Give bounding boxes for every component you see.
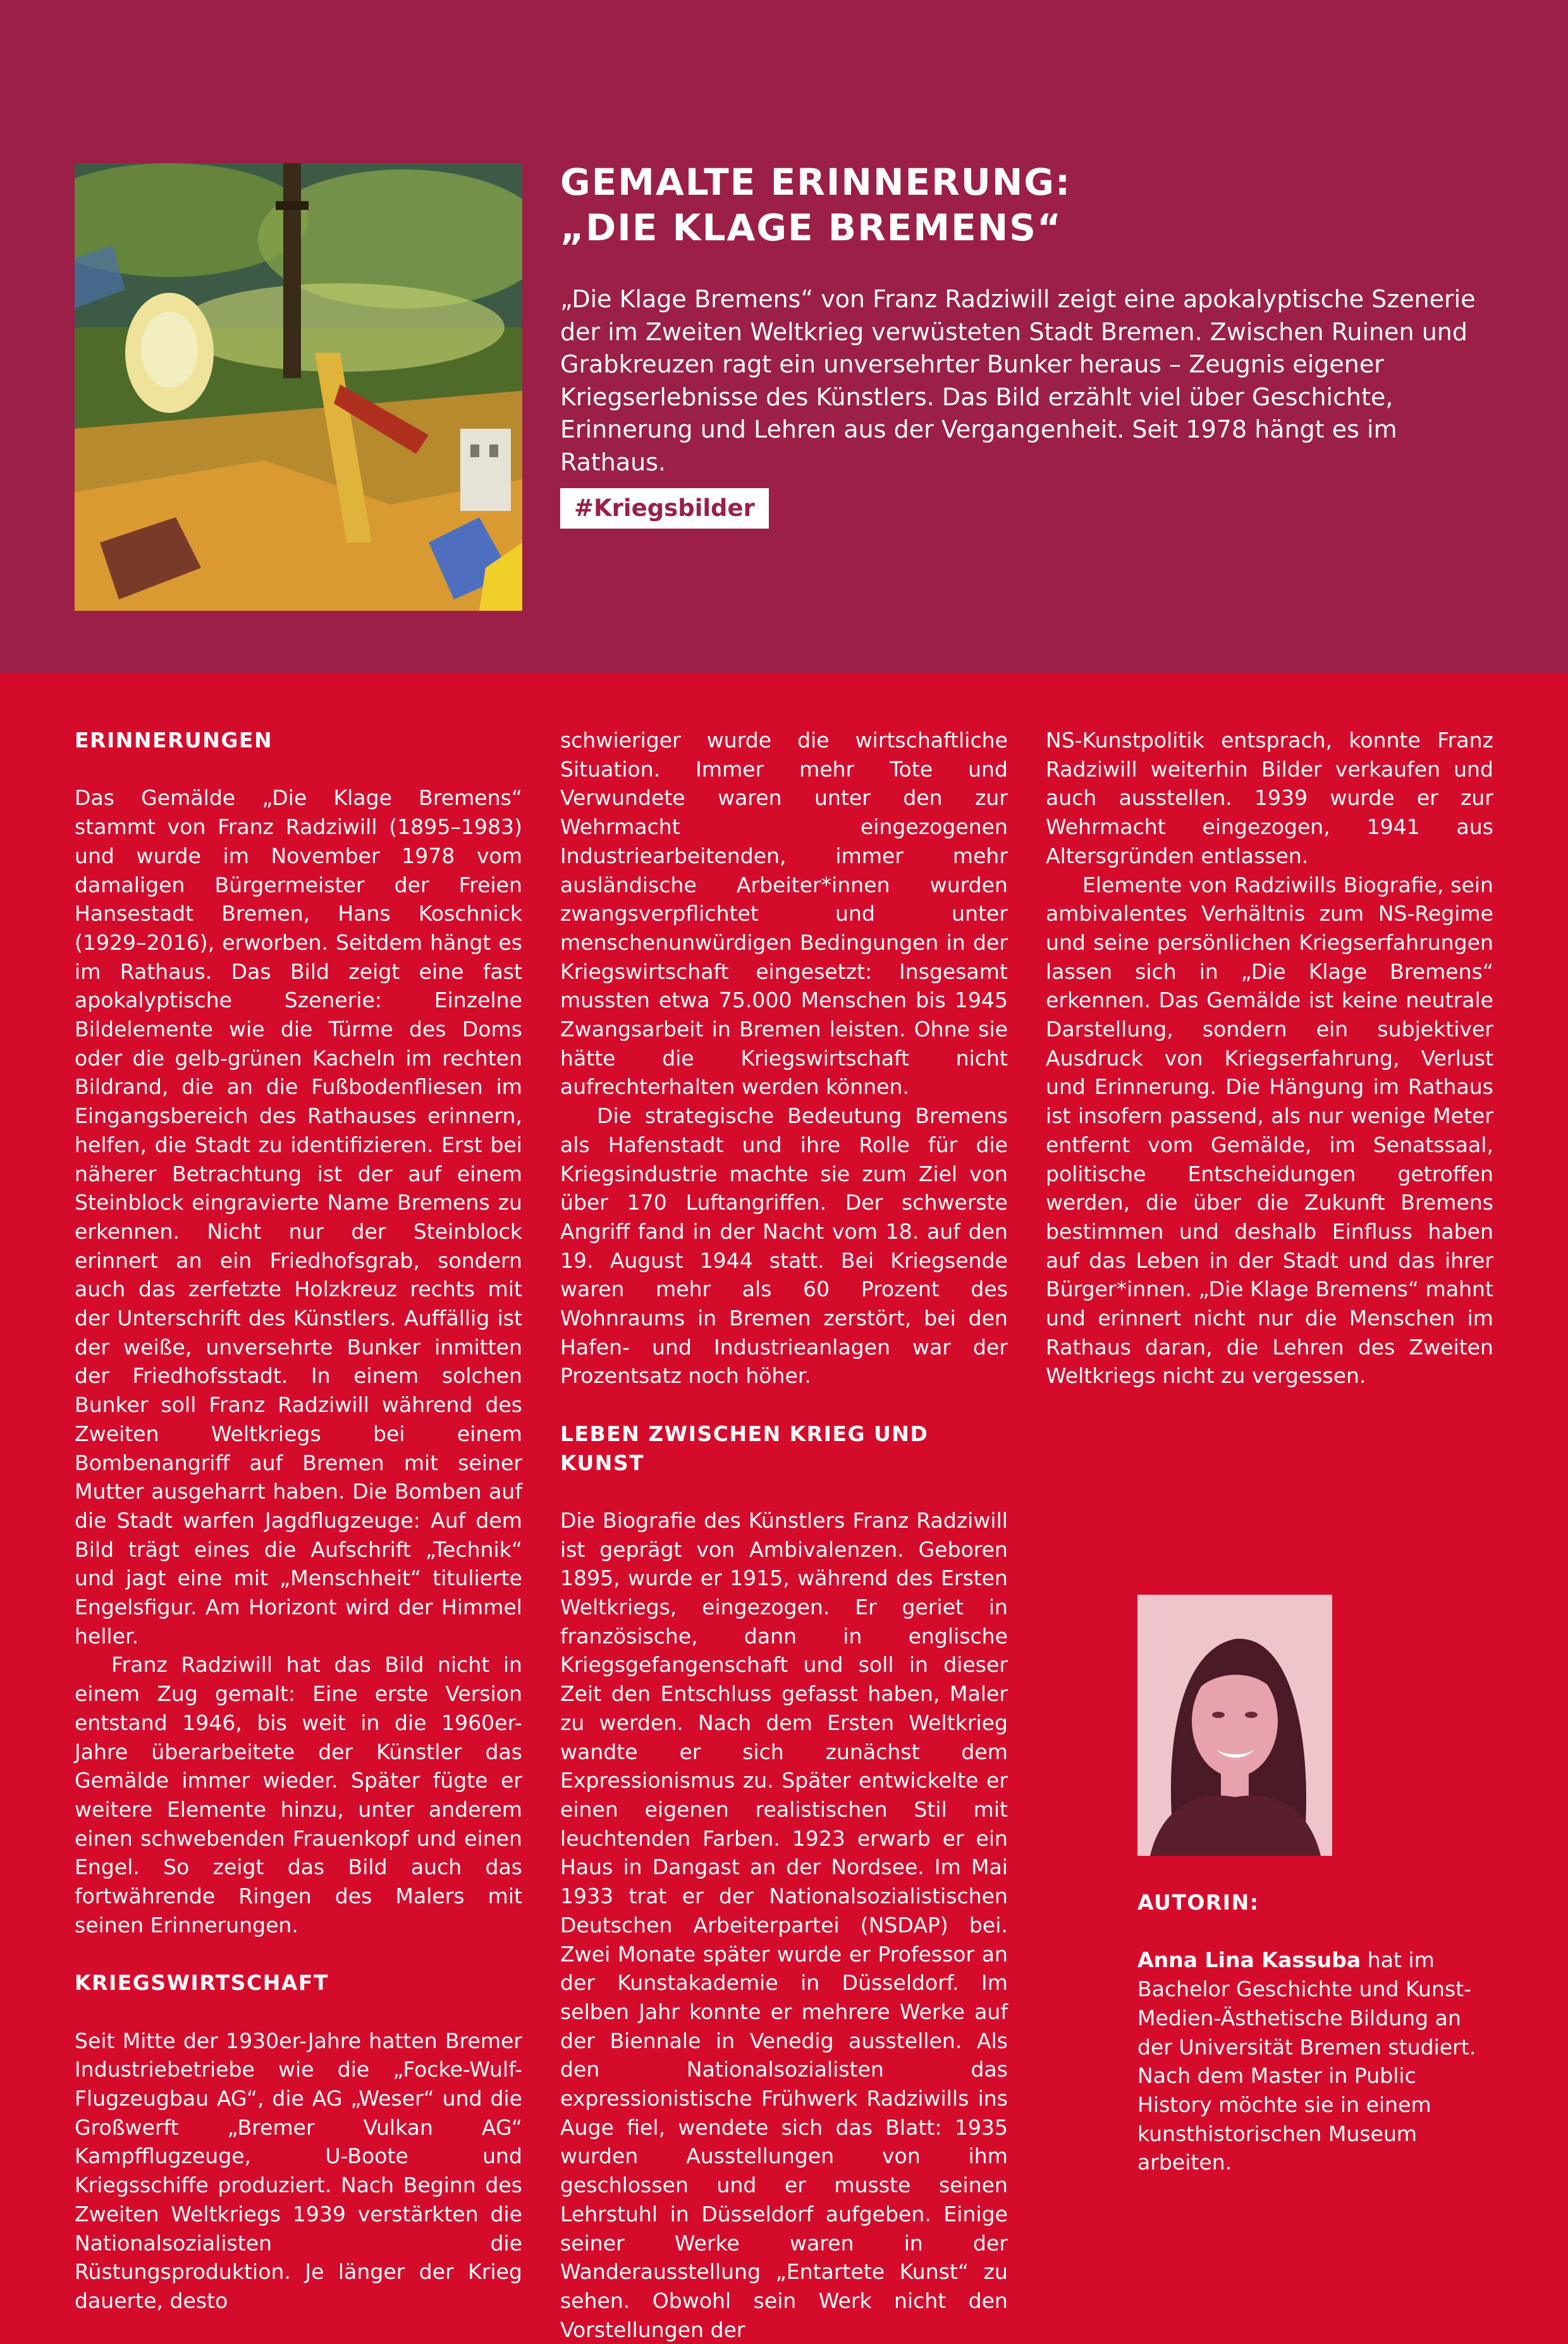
painting-image <box>75 163 522 611</box>
paragraph: Elemente von Radziwills Biografie, sein ambivalentes Verhältnis zum NS-Regime und seine persönlichen Kriegserfahrungen lassen sich in „Die Klage Bremens“ erkennen. Das Gemälde ist keine neutrale Darstellung, sondern ein subjektiver Ausdruck von Kriegserfahrung, Verlust und Erinnerung. Die Hängung im Rathaus ist insofern passend, als nur wenige Meter entfernt vom Gemälde, im Senatssaal, politische Entscheidungen getroffen werden, die über die Zukunft Bremens bestimmen und deshalb Einfluss haben auf das Leben in der Stadt und das ihrer Bürger*innen. „Die Klage Bremens“ mahnt und erinnert nicht nur die Menschen im Rathaus daran, die Lehren des Zweiten Weltkriegs nicht zu vergessen. <box>1046 872 1493 1389</box>
section-heading-kriegswirtschaft: KRIEGSWIRTSCHAFT <box>75 1970 329 1996</box>
paragraph: Die strategische Bedeutung Bremens als Hafenstadt und ihre Rolle für die Kriegsindustrie machte sie zum Ziel von über 170 Luftangriffen. Der schwerste Angriff fand in der Nacht vom 18. auf den 19. August 1944 statt. Bei Kriegsende waren mehr als 60 Prozent des Wohnraums in Bremen zerstört, bei den Hafen- und Industrieanlagen war der Prozentsatz noch höher. <box>560 1103 1008 1389</box>
paragraph: Das Gemälde „Die Klage Bremens“ stammt von Franz Radziwill (1895–1983) und wurde im November 1978 vom damaligen Bürgermeister der Freien Hansestadt Bremen, Hans Koschnick (1929–2016), erworben. Seitdem hängt es im Rathaus. Das Bild zeigt eine fast apokalyptische Szenerie: Einzelne Bildelemente wie die Türme des Doms oder die gelb-grünen Kacheln im rechten Bildrand, die an die Fußbodenfliesen im Eingangsbereich des Rathauses erinnern, helfen, die Stadt zu identifizieren. Erst bei näherer Betrachtung ist der auf einem Steinblock eingravierte Name Bremens zu erkennen. Nicht nur der Steinblock erinnert an ein Friedhofsgrab, sondern auch das zerfetzte Holzkreuz rechts mit der Unterschrift des Künstlers. Auffällig ist der weiße, unversehrte Bunker inmitten der Friedhofsstadt. In einem solchen Bunker soll Franz Radziwill während des Zweiten Weltkriegs bei einem Bombenangriff auf Bremen mit seiner Mutter ausgeharrt haben. Die Bomben auf die Stadt warfen Jagdflugzeuge: Auf dem Bild trägt eines die Aufschrift „Technik“ und jagt eine mit „Menschheit“ titulierte Engelsfigur. Am Horizont wird der Himmel heller. <box>75 785 522 1648</box>
text-column-3 <box>1046 726 1493 1390</box>
paragraph: Franz Radziwill hat das Bild nicht in einem Zug gemalt: Eine erste Version entstand 1946, bis weit in die 1960er-Jahre überarbeitete der Künstler das Gemälde immer wieder. Später fügte er weitere Elemente hinzu, unter anderem einen schwebenden Frauenkopf und einen Engel. So zeigt das Bild auch das fortwährende Ringen des Malers mit seinen Erinnerungen. <box>75 1652 522 1937</box>
paragraph: Die Biografie des Künstlers Franz Radziwill ist geprägt von Ambivalenzen. Geboren 1895, wurde er 1915, während des Ersten Weltkriegs, eingezogen. Er geriet in französische, dann in englische Kriegsgefangenschaft und soll in dieser Zeit den Entschluss gefasst haben, Maler zu werden. Nach dem Ersten Weltkrieg wandte er sich zunächst dem Expressionismus zu. Später entwickelte er einen eigenen realistischen Stil mit leuchtenden Farben. 1923 erwarb er ein Haus in Dangast an der Nordsee. Im Mai 1933 trat er der Nationalsozialistischen Deutschen Arbeiterpartei (NSDAP) bei. Zwei Monate später wurde er Professor an der Kunstakademie in Düsseldorf. Im selben Jahr konnte er mehrere Werke auf der Biennale in Venedig ausstellen. Als den Nationalsozialisten das expressionistische Frühwerk Radziwills ins Auge fiel, wendete sich das Blatt: 1935 wurden Ausstellungen von ihm geschlossen und er musste seinen Lehrstuhl in Düsseldorf aufgeben. Einige seiner Werke waren in der Wanderausstellung „Entartete Kunst“ zu sehen. Obwohl sein Werk nicht den Vorstellungen der <box>560 1507 1008 2342</box>
author-heading: AUTORIN: <box>1137 1890 1259 1915</box>
author-bio <box>1137 1946 1491 2177</box>
paragraph: NS-Kunstpolitik entsprach, konnte Franz Radziwill weiterhin Bilder verkaufen und auch ausstellen. 1939 wurde er zur Wehrmacht eingezogen, 1941 aus Altersgründen entlassen. <box>1046 728 1493 868</box>
paragraph: schwieriger wurde die wirtschaftliche Situation. Immer mehr Tote und Verwundete waren unter den zur Wehrmacht eingezogenen Industriearbeitenden, immer mehr ausländische Arbeiter*innen wurden zwangsverpflichtet und unter menschenunwürdigen Bedingungen in der Kriegswirtschaft eingesetzt: Insgesamt mussten etwa 75.000 Menschen bis 1945 Zwangsarbeit in Bremen leisten. Ohne sie hätte die Kriegswirtschaft nicht aufrechterhalten werden können. <box>560 728 1008 1100</box>
section-heading-leben: LEBEN ZWISCHEN KRIEG UND KUNST <box>560 1421 929 1475</box>
author-photo <box>1137 1595 1332 1856</box>
author-bio-text: hat im Bachelor Geschichte und Kunst-Medien-Ästhetische Bildung an der Universität Bremen studiert. Nach dem Master in Public History möchte sie in einem kunsthistorischen Museum arbeiten. <box>1137 1948 1476 2175</box>
text-column-2 <box>560 726 1008 2344</box>
author-box <box>1137 1888 1491 2177</box>
page-title <box>560 159 1445 250</box>
hashtag-badge[interactable]: #Kriegsbilder <box>560 488 769 529</box>
title-line-2: „DIE KLAGE BREMENS“ <box>560 206 1063 249</box>
author-name: Anna Lina Kassuba <box>1137 1948 1361 1973</box>
paragraph: Seit Mitte der 1930er-Jahre hatten Bremer Industriebetriebe wie die „Focke-Wulf-Flugzeugbau AG“, die AG „Weser“ und die Großwerft „Bremer Vulkan AG“ Kampfflugzeuge, U-Boote und Kriegsschiffe produziert. Nach Beginn des Zweiten Weltkriegs 1939 verstärkten die Nationalsozialisten die Rüstungsproduktion. Je länger der Krieg dauerte, desto <box>75 2028 522 2313</box>
intro-text: „Die Klage Bremens“ von Franz Radziwill zeigt eine apokalyptische Szenerie der im Zweiten Weltkrieg verwüsteten Stadt Bremen. Zwischen Ruinen und Grabkreuzen ragt ein unversehrter Bunker heraus – Zeugnis eigener Kriegserlebnisse des Künstlers. Das Bild erzählt viel über Geschichte, Erinnerung und Lehren aus der Vergangenheit. Seit 1978 hängt es im Rathaus. <box>560 285 1476 476</box>
section-heading-erinnerungen: ERINNERUNGEN <box>75 728 273 752</box>
title-line-1: GEMALTE ERINNERUNG: <box>560 161 1072 204</box>
text-column-1 <box>75 726 522 2316</box>
